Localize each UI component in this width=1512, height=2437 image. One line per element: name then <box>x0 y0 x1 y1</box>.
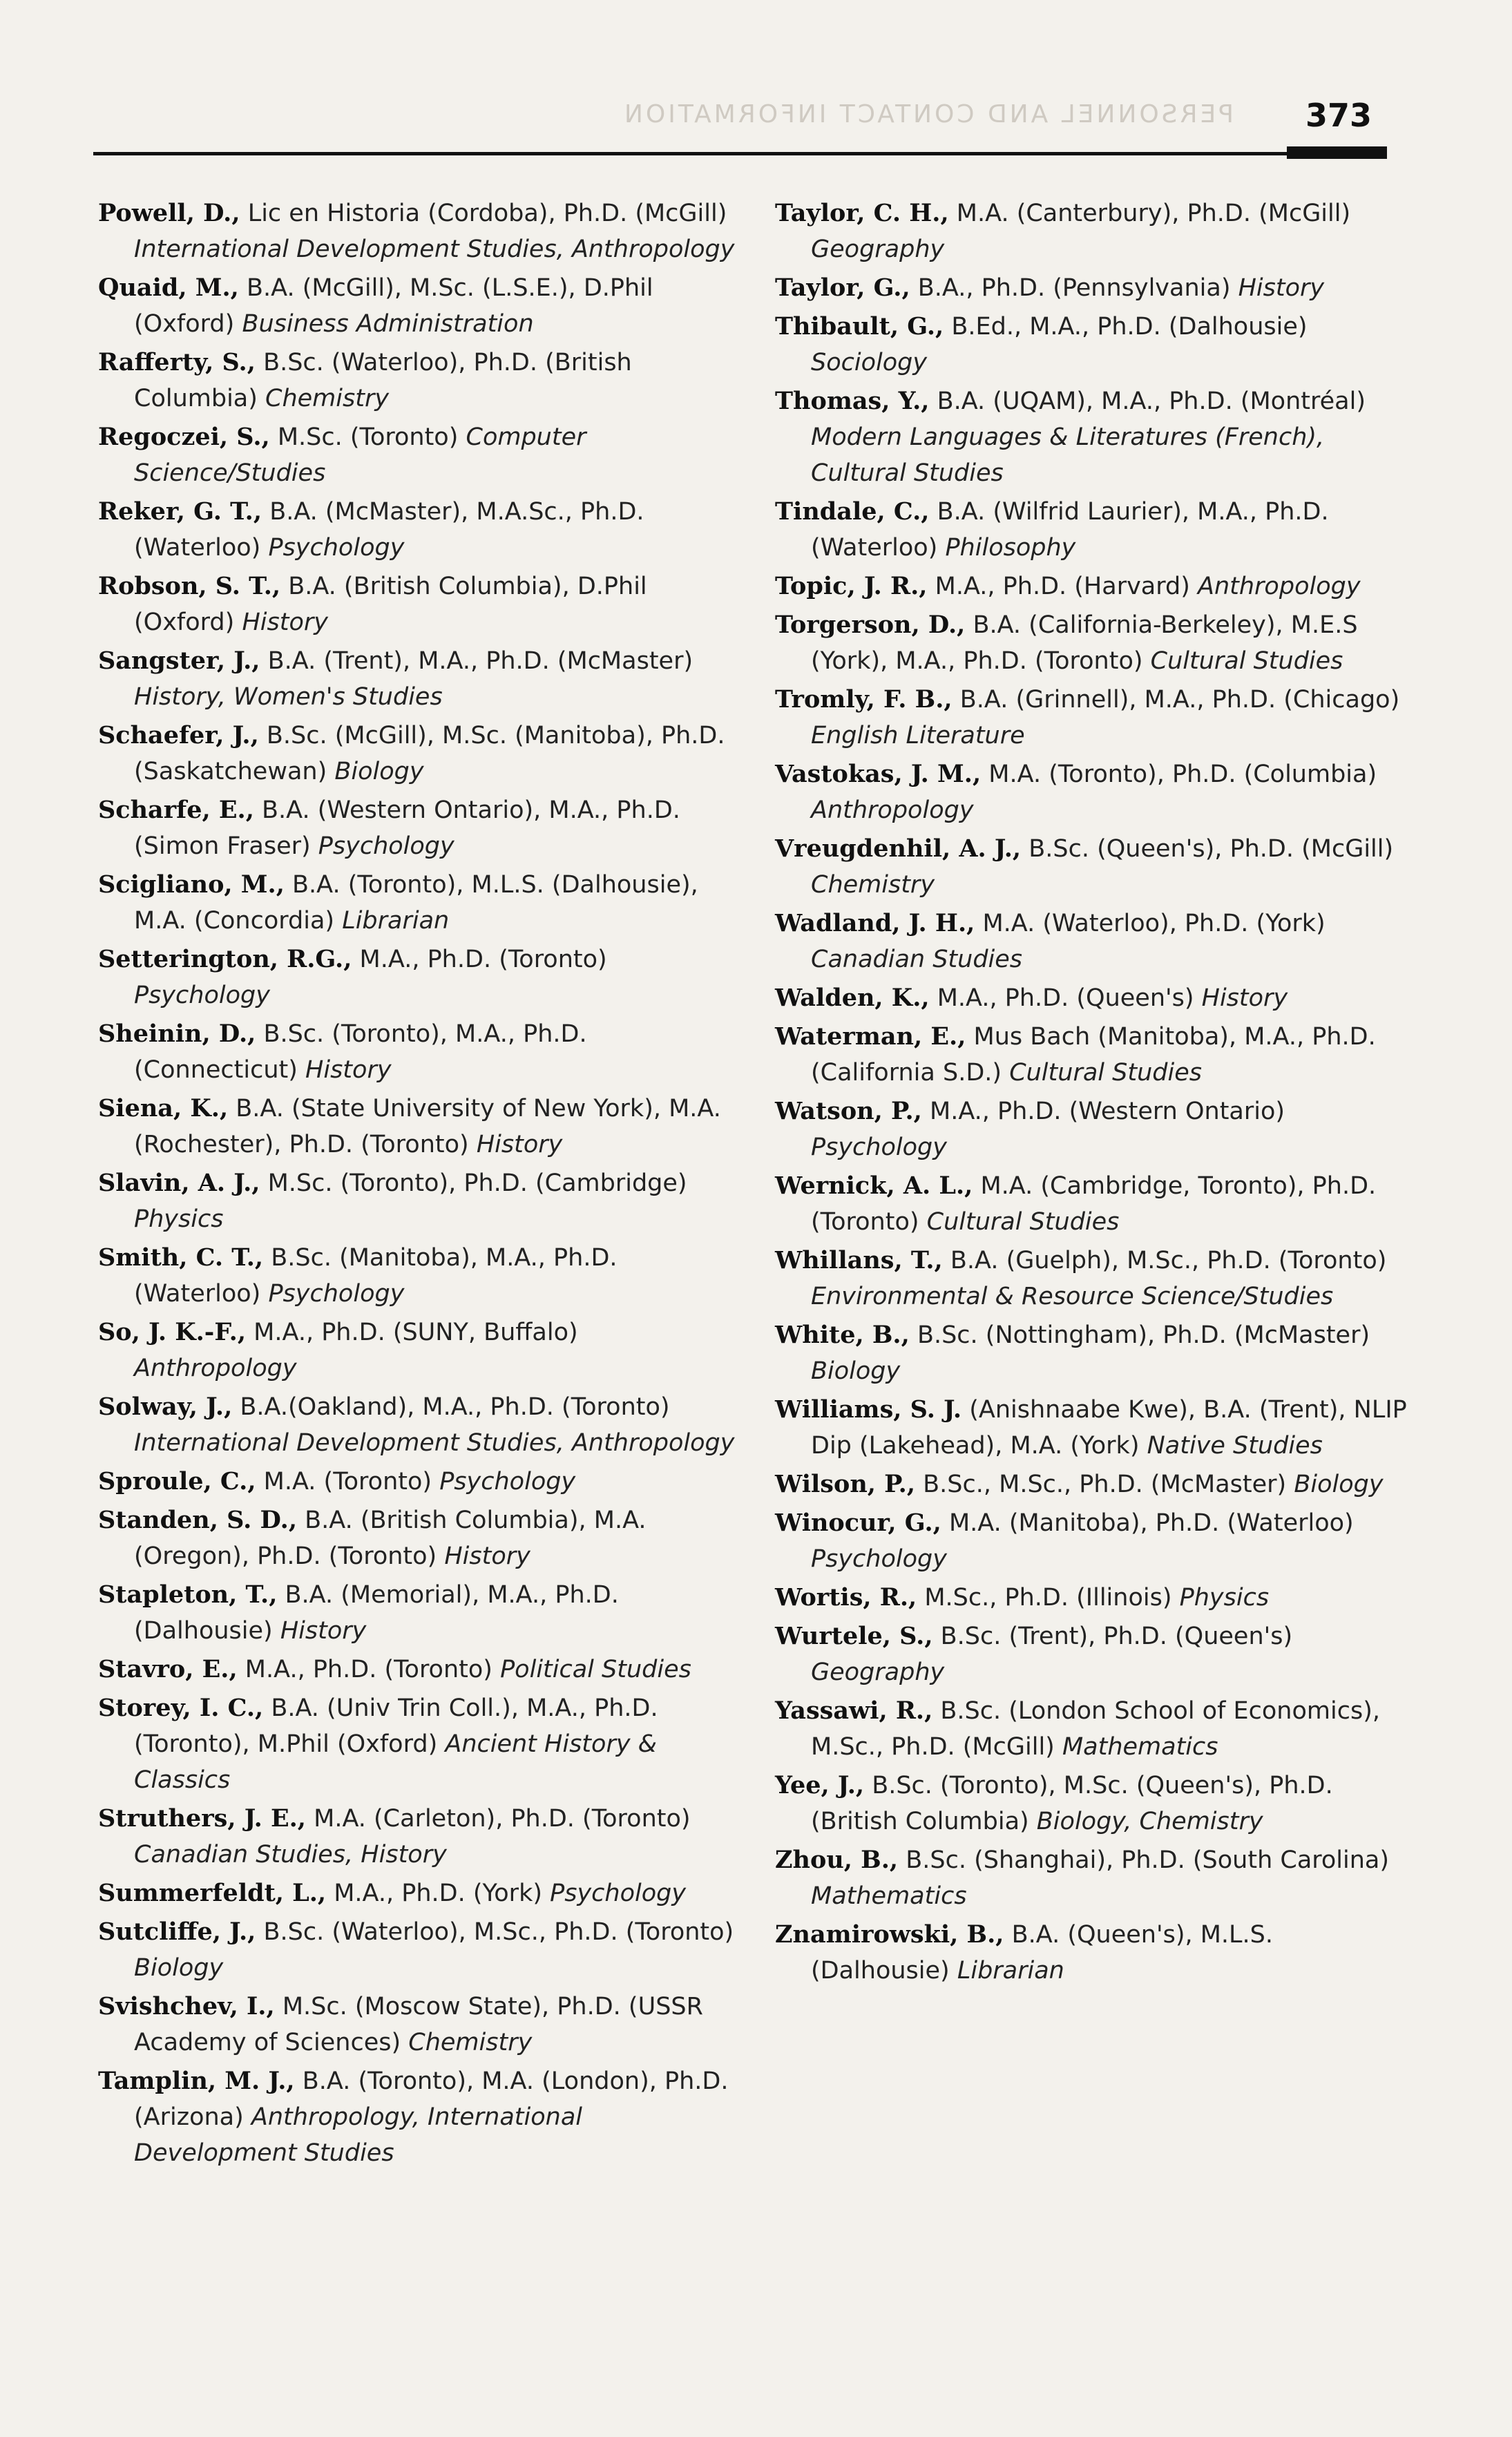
directory-entry <box>775 1842 1417 1914</box>
directory-entry <box>775 682 1417 754</box>
directory-entry <box>775 831 1417 903</box>
degrees-text: B.Sc. (Toronto), M.Sc. (Queen's), Ph.D. (British Columbia) <box>811 1772 1333 1835</box>
directory-entry <box>98 568 740 640</box>
person-name: Thomas, Y., <box>775 387 930 415</box>
degrees-text: B.A.(Oakland), M.A., Ph.D. (Toronto) <box>232 1393 670 1421</box>
degrees-text: B.A. (British Columbia), D.Phil (Oxford) <box>134 573 647 636</box>
person-name: Slavin, A. J., <box>98 1169 260 1197</box>
person-name: Sangster, J., <box>98 647 260 675</box>
directory-entry <box>98 494 740 566</box>
directory-entry <box>775 494 1417 566</box>
bleed-through-running-title: PERSONNEL AND CONTACT INFORMATION <box>622 100 1234 128</box>
person-name: Yassawi, R., <box>775 1697 933 1725</box>
directory-entry <box>98 2063 740 2171</box>
field-of-study: Modern Languages & Literatures (French), Cultural Studies <box>811 423 1325 487</box>
degrees-text: B.A. (Queen's), M.L.S. (Dalhousie) <box>811 1921 1274 1985</box>
directory-entry <box>98 1389 740 1461</box>
person-name: Wortis, R., <box>775 1583 917 1612</box>
degrees-text: M.A., Ph.D. (Western Ontario) <box>921 1098 1285 1125</box>
person-name: Waterman, E., <box>775 1022 966 1051</box>
field-of-study: Canadian Studies, History <box>134 1841 447 1869</box>
field-of-study: Biology, Chemistry <box>1036 1808 1263 1835</box>
directory-entry <box>98 270 740 342</box>
degrees-text: M.A., Ph.D. (York) <box>326 1880 551 1907</box>
person-name: Smith, C. T., <box>98 1243 264 1272</box>
degrees-text: B.A. (McMaster), M.A.Sc., Ph.D. (Waterloo) <box>134 498 644 562</box>
field-of-study: Environmental & Resource Science/Studies <box>811 1283 1334 1310</box>
field-of-study: History <box>444 1542 530 1570</box>
degrees-text: B.A. (Memorial), M.A., Ph.D. (Dalhousie) <box>134 1581 619 1645</box>
degrees-text: B.A. (California-Berkeley), M.E.S (York), M.A., Ph.D. (Toronto) <box>811 611 1358 675</box>
degrees-text: B.A. (British Columbia), M.A. (Oregon), Ph.D. (Toronto) <box>134 1507 647 1570</box>
degrees-text: B.A. (Western Ontario), M.A., Ph.D. (Simon Fraser) <box>134 796 680 860</box>
field-of-study: Biology <box>811 1357 901 1385</box>
person-name: Williams, S. J. <box>775 1395 962 1424</box>
header-rule-tab <box>1287 146 1387 159</box>
person-name: Powell, D., <box>98 199 240 227</box>
field-of-study: Librarian <box>342 907 450 935</box>
field-of-study: English Literature <box>811 722 1025 749</box>
directory-entry <box>775 1019 1417 1091</box>
person-name: Tindale, C., <box>775 497 930 526</box>
degrees-text: B.Sc. (Waterloo), Ph.D. (British Columbia) <box>134 349 632 412</box>
degrees-text: B.Sc. (McGill), M.Sc. (Manitoba), Ph.D. (Saskatchewan) <box>134 722 725 785</box>
directory-entry <box>98 792 740 864</box>
field-of-study: International Development Studies, Anthropology <box>134 1429 735 1457</box>
directory-entry <box>775 309 1417 381</box>
directory-entry <box>775 1505 1417 1577</box>
person-name: Torgerson, D., <box>775 611 966 639</box>
degrees-text: B.Sc. (Toronto), M.A., Ph.D. (Connecticut) <box>134 1020 587 1084</box>
directory-entry <box>775 1466 1417 1502</box>
person-name: Topic, J. R., <box>775 572 928 600</box>
field-of-study: Native Studies <box>1147 1432 1323 1460</box>
field-of-study: Biology <box>334 758 424 785</box>
field-of-study: Anthropology, International Development Studies <box>134 2103 582 2167</box>
degrees-text: B.A. (UQAM), M.A., Ph.D. (Montréal) <box>929 388 1366 415</box>
directory-entry <box>775 1093 1417 1165</box>
directory-entry <box>775 1392 1417 1464</box>
field-of-study: Anthropology <box>134 1355 297 1382</box>
person-name: Scharfe, E., <box>98 796 254 824</box>
degrees-text: B.A. (State University of New York), M.A. (Rochester), Ph.D. (Toronto) <box>134 1095 721 1158</box>
person-name: Tromly, F. B., <box>775 685 953 714</box>
field-of-study: Chemistry <box>811 871 935 899</box>
field-of-study: Ancient History & Classics <box>134 1730 657 1794</box>
field-of-study: Anthropology <box>1198 573 1361 600</box>
person-name: Standen, S. D., <box>98 1506 297 1534</box>
person-name: Sutcliffe, J., <box>98 1918 256 1946</box>
directory-entry <box>98 1165 740 1237</box>
person-name: Vreugdenhil, A. J., <box>775 834 1022 863</box>
directory-entry <box>775 270 1417 306</box>
person-name: Sproule, C., <box>98 1467 256 1495</box>
degrees-text: M.A., Ph.D. (SUNY, Buffalo) <box>246 1319 578 1346</box>
directory-entry <box>98 1652 740 1688</box>
directory-entry <box>98 195 740 267</box>
field-of-study: Physics <box>1179 1584 1270 1612</box>
field-of-study: History <box>1201 984 1288 1012</box>
person-name: Yee, J., <box>775 1771 865 1799</box>
degrees-text: M.A. (Waterloo), Ph.D. (York) <box>975 910 1326 937</box>
degrees-text: (Anishnaabe Kwe), B.A. (Trent), NLIP Dip (Lakehead), M.A. (York) <box>811 1396 1407 1460</box>
left-column <box>98 195 740 2174</box>
person-name: Siena, K., <box>98 1094 229 1122</box>
field-of-study: Biology <box>134 1954 224 1982</box>
field-of-study: Canadian Studies <box>811 946 1023 973</box>
directory-entry <box>775 383 1417 491</box>
directory-entry <box>775 1618 1417 1690</box>
person-name: Znamirowski, B., <box>775 1920 1004 1949</box>
field-of-study: Political Studies <box>500 1656 691 1683</box>
degrees-text: M.A. (Carleton), Ph.D. (Toronto) <box>306 1805 691 1833</box>
person-name: Tamplin, M. J., <box>98 2067 295 2095</box>
degrees-text: M.Sc. (Toronto), Ph.D. (Cambridge) <box>260 1169 687 1197</box>
degrees-text: B.A., Ph.D. (Pennsylvania) <box>910 274 1238 302</box>
field-of-study: History, Women's Studies <box>134 683 443 711</box>
degrees-text: M.Sc. (Moscow State), Ph.D. (USSR Academy of Sciences) <box>134 1993 703 2056</box>
field-of-study: Psychology <box>134 982 270 1009</box>
directory-entry <box>775 1243 1417 1315</box>
person-name: Wurtele, S., <box>775 1622 933 1650</box>
degrees-text: M.A. (Manitoba), Ph.D. (Waterloo) <box>941 1509 1354 1537</box>
person-name: Taylor, C. H., <box>775 199 949 227</box>
field-of-study: Cultural Studies <box>1009 1059 1202 1087</box>
person-name: Storey, I. C., <box>98 1694 264 1722</box>
degrees-text: B.Sc. (Waterloo), M.Sc., Ph.D. (Toronto) <box>256 1918 734 1946</box>
field-of-study: Mathematics <box>811 1882 967 1910</box>
directory-entry <box>98 867 740 939</box>
field-of-study: Anthropology <box>811 796 974 824</box>
directory-entry <box>98 1464 740 1500</box>
directory-entry <box>775 1317 1417 1389</box>
field-of-study: Cultural Studies <box>926 1208 1120 1236</box>
degrees-text: M.A. (Toronto) <box>256 1468 440 1495</box>
directory-entry <box>98 643 740 715</box>
person-name: Svishchev, I., <box>98 1992 275 2020</box>
field-of-study: Chemistry <box>408 2029 533 2056</box>
degrees-text: B.A. (Guelph), M.Sc., Ph.D. (Toronto) <box>942 1247 1387 1274</box>
directory-entry <box>98 1240 740 1312</box>
field-of-study: Librarian <box>957 1957 1064 1985</box>
person-name: Wernick, A. L., <box>775 1172 973 1200</box>
field-of-study: Psychology <box>811 1134 947 1161</box>
directory-entry <box>775 980 1417 1016</box>
directory-entry <box>98 1091 740 1163</box>
degrees-text: M.A., Ph.D. (Harvard) <box>927 573 1198 600</box>
right-column <box>775 195 1417 1991</box>
field-of-study: Geography <box>811 1659 945 1686</box>
person-name: Rafferty, S., <box>98 348 256 376</box>
field-of-study: Psychology <box>811 1545 947 1573</box>
directory-entry <box>98 419 740 491</box>
person-name: Solway, J., <box>98 1393 233 1421</box>
directory-entry <box>775 607 1417 679</box>
field-of-study: Geography <box>811 236 945 263</box>
field-of-study: Psychology <box>268 534 405 562</box>
field-of-study: History <box>280 1617 367 1645</box>
person-name: Regoczei, S., <box>98 423 270 451</box>
degrees-text: M.A. (Cambridge, Toronto), Ph.D. (Toronto) <box>811 1172 1377 1236</box>
field-of-study: Psychology <box>268 1280 405 1308</box>
degrees-text: B.A. (Toronto), M.A. (London), Ph.D. (Arizona) <box>134 2067 729 2131</box>
field-of-study: Physics <box>134 1205 224 1233</box>
field-of-study: Psychology <box>318 832 454 860</box>
directory-entry <box>98 1016 740 1088</box>
person-name: Summerfeldt, L., <box>98 1879 327 1907</box>
degrees-text: B.Sc., M.Sc., Ph.D. (McMaster) <box>915 1471 1294 1498</box>
person-name: Winocur, G., <box>775 1509 941 1537</box>
person-name: Reker, G. T., <box>98 497 262 526</box>
field-of-study: Mathematics <box>1062 1733 1218 1761</box>
directory-entry <box>98 1801 740 1873</box>
field-of-study: International Development Studies, Anthropology <box>134 236 735 263</box>
degrees-text: M.A., Ph.D. (Queen's) <box>929 984 1202 1012</box>
directory-entry <box>98 1502 740 1574</box>
field-of-study: Cultural Studies <box>1150 647 1343 675</box>
field-of-study: Computer Science/Studies <box>134 423 586 487</box>
degrees-text: B.Sc. (Shanghai), Ph.D. (South Carolina) <box>898 1846 1390 1874</box>
degrees-text: B.A. (Grinnell), M.A., Ph.D. (Chicago) <box>952 686 1400 714</box>
directory-entry <box>98 1690 740 1798</box>
directory-entry <box>775 906 1417 977</box>
degrees-text: Lic en Historia (Cordoba), Ph.D. (McGill) <box>240 200 727 227</box>
field-of-study: History <box>1238 274 1325 302</box>
field-of-study: Philosophy <box>945 534 1076 562</box>
degrees-text: B.A. (Toronto), M.L.S. (Dalhousie), M.A. (Concordia) <box>134 871 698 935</box>
degrees-text: B.Sc. (Nottingham), Ph.D. (McMaster) <box>909 1321 1370 1349</box>
directory-entry <box>98 345 740 417</box>
person-name: Robson, S. T., <box>98 572 281 600</box>
degrees-text: M.A. (Toronto), Ph.D. (Columbia) <box>981 761 1377 788</box>
degrees-text: M.Sc., Ph.D. (Illinois) <box>917 1584 1180 1612</box>
field-of-study: History <box>476 1131 563 1158</box>
degrees-text: B.A. (Wilfrid Laurier), M.A., Ph.D. (Waterloo) <box>811 498 1329 562</box>
directory-entry <box>98 1875 740 1911</box>
directory-entry <box>775 1768 1417 1839</box>
header-rule <box>93 152 1387 155</box>
person-name: So, J. K.-F., <box>98 1318 247 1346</box>
field-of-study: Psychology <box>439 1468 576 1495</box>
directory-entry <box>775 1168 1417 1240</box>
directory-entry <box>98 942 740 1013</box>
directory-entry <box>98 1914 740 1986</box>
person-name: Taylor, G., <box>775 274 910 302</box>
degrees-text: M.A. (Canterbury), Ph.D. (McGill) <box>948 200 1351 227</box>
field-of-study: History <box>305 1056 392 1084</box>
degrees-text: B.A. (Univ Trin Coll.), M.A., Ph.D. (Toronto), M.Phil (Oxford) <box>134 1694 658 1758</box>
field-of-study: History <box>242 609 328 636</box>
person-name: Walden, K., <box>775 984 930 1012</box>
degrees-text: M.Sc. (Toronto) <box>269 423 466 451</box>
degrees-text: B.A. (Trent), M.A., Ph.D. (McMaster) <box>260 647 693 675</box>
directory-entry <box>775 195 1417 267</box>
field-of-study: Chemistry <box>265 385 390 412</box>
degrees-text: B.Sc. (Trent), Ph.D. (Queen's) <box>932 1623 1293 1650</box>
directory-entry <box>775 568 1417 604</box>
directory-entry <box>775 1580 1417 1616</box>
person-name: Wadland, J. H., <box>775 909 975 937</box>
person-name: Setterington, R.G., <box>98 945 352 973</box>
person-name: Wilson, P., <box>775 1470 916 1498</box>
field-of-study: Biology <box>1294 1471 1384 1498</box>
person-name: White, B., <box>775 1321 910 1349</box>
degrees-text: Mus Bach (Manitoba), M.A., Ph.D. (California S.D.) <box>811 1023 1376 1087</box>
person-name: Watson, P., <box>775 1097 922 1125</box>
person-name: Schaefer, J., <box>98 721 259 749</box>
degrees-text: B.Sc. (London School of Economics), M.Sc., Ph.D. (McGill) <box>811 1697 1380 1761</box>
directory-entry <box>775 756 1417 828</box>
person-name: Zhou, B., <box>775 1846 899 1874</box>
person-name: Thibault, G., <box>775 312 944 341</box>
directory-entry <box>98 1577 740 1649</box>
person-name: Scigliano, M., <box>98 870 285 899</box>
degrees-text: M.A., Ph.D. (Toronto) <box>352 946 607 973</box>
person-name: Struthers, J. E., <box>98 1804 306 1833</box>
degrees-text: M.A., Ph.D. (Toronto) <box>237 1656 501 1683</box>
person-name: Sheinin, D., <box>98 1020 256 1048</box>
person-name: Vastokas, J. M., <box>775 760 982 788</box>
degrees-text: B.Sc. (Queen's), Ph.D. (McGill) <box>1021 835 1394 863</box>
directory-entry <box>775 1917 1417 1989</box>
person-name: Stavro, E., <box>98 1655 238 1683</box>
field-of-study: Sociology <box>811 349 928 376</box>
directory-entry <box>775 1693 1417 1765</box>
page-number: 373 <box>1305 97 1372 134</box>
directory-entry <box>98 1989 740 2061</box>
field-of-study: Psychology <box>550 1880 687 1907</box>
degrees-text: B.Sc. (Manitoba), M.A., Ph.D. (Waterloo) <box>134 1244 618 1308</box>
field-of-study: Business Administration <box>242 310 534 338</box>
degrees-text: B.A. (McGill), M.Sc. (L.S.E.), D.Phil (Oxford) <box>134 274 653 338</box>
directory-entry <box>98 1315 740 1386</box>
directory-entry <box>98 718 740 790</box>
person-name: Whillans, T., <box>775 1246 943 1274</box>
person-name: Quaid, M., <box>98 274 239 302</box>
degrees-text: B.Ed., M.A., Ph.D. (Dalhousie) <box>944 313 1308 341</box>
person-name: Stapleton, T., <box>98 1580 278 1609</box>
